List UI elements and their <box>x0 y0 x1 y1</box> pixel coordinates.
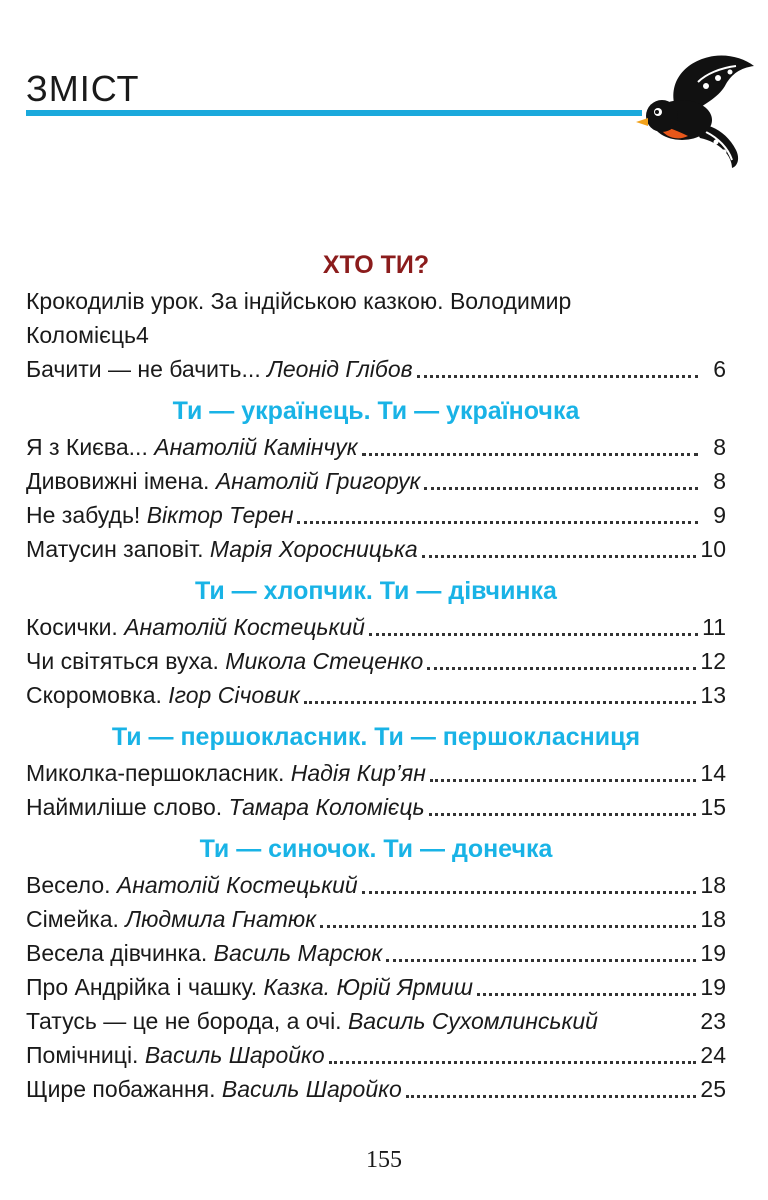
leader-dots <box>406 1095 697 1098</box>
leader-dots <box>362 891 697 894</box>
toc-entry[interactable] <box>26 868 726 902</box>
toc-entry[interactable] <box>26 936 726 970</box>
entry-title: Матусин заповіт. <box>26 536 210 562</box>
entry-author: Коломієць <box>26 322 136 348</box>
title-rule <box>26 110 642 116</box>
entry-page: 19 <box>700 940 726 966</box>
entry-author: Василь Марсюк <box>213 940 383 966</box>
toc-entry[interactable] <box>26 678 726 712</box>
entry-page: 8 <box>713 434 726 460</box>
entry-page: 14 <box>700 760 726 786</box>
entry-page: 12 <box>700 648 726 674</box>
entry-author: Анатолій Костецький <box>116 872 358 898</box>
entry-page: 6 <box>713 356 726 382</box>
entry-title: Про Андрійка і чашку. <box>26 974 264 1000</box>
entry-page: 18 <box>700 906 726 932</box>
toc-entry[interactable] <box>26 464 726 498</box>
leader-dots <box>477 993 696 996</box>
leader-dots <box>362 453 698 456</box>
section-title: Ти — першокласник. Ти — першокласниця <box>111 723 641 751</box>
entry-title: Наймиліше слово. <box>26 794 229 820</box>
toc-entry[interactable] <box>26 284 726 352</box>
section-title: Ти — українець. Ти — україночка <box>172 397 580 425</box>
toc-entry[interactable] <box>26 498 726 532</box>
entry-author: Ігор Січовик <box>168 682 300 708</box>
toc-entry[interactable] <box>26 902 726 936</box>
entry-author-line1: За індійською казкою. Володимир <box>210 288 572 314</box>
entry-title: Косички. <box>26 614 125 640</box>
leader-dots <box>369 633 698 636</box>
leader-dots <box>417 375 698 378</box>
entry-page: 9 <box>713 502 726 528</box>
section-title: Ти — синочок. Ти — донечка <box>199 835 553 863</box>
entry-title: Я з Києва... <box>26 434 155 460</box>
entry-page: 11 <box>702 614 726 640</box>
toc-entry[interactable] <box>26 756 726 790</box>
entry-title: Миколка-першокласник. <box>26 760 291 786</box>
entry-page: 18 <box>700 872 726 898</box>
table-of-contents <box>26 246 726 1106</box>
section-title: ХТО ТИ? <box>322 251 430 279</box>
entry-title: Сімейка. <box>26 906 126 932</box>
entry-title: Весело. <box>26 872 117 898</box>
leader-dots <box>424 487 698 490</box>
section-title: Ти — хлопчик. Ти — дівчинка <box>195 577 557 605</box>
entry-author: Марія Хоросницька <box>209 536 418 562</box>
toc-entry[interactable] <box>26 430 726 464</box>
entry-title: Весела дівчинка. <box>26 940 214 966</box>
toc-entry[interactable] <box>26 790 726 824</box>
leader-dots <box>429 813 697 816</box>
entry-page: 25 <box>700 1076 726 1102</box>
leader-dots <box>320 925 696 928</box>
entry-title: Татусь — це не борода, а очі. <box>26 1008 348 1034</box>
entry-author: Людмила Гнатюк <box>125 906 317 932</box>
entry-author: Микола Стеценко <box>225 648 424 674</box>
entry-page: 15 <box>700 794 726 820</box>
leader-dots <box>297 521 698 524</box>
toc-entry[interactable] <box>26 1072 726 1106</box>
entry-page: 13 <box>700 682 726 708</box>
entry-page: 10 <box>700 536 726 562</box>
page-title: ЗМІСТ <box>26 68 140 109</box>
entry-title: Дивовижні імена. <box>26 468 216 494</box>
leader-dots <box>427 667 696 670</box>
entry-title: Помічниці. <box>26 1042 145 1068</box>
entry-author: Тамара Коломієць <box>228 794 425 820</box>
toc-entry[interactable] <box>26 1038 726 1072</box>
entry-page: 23 <box>700 1008 726 1034</box>
toc-entry[interactable] <box>26 970 726 1004</box>
entry-author: Надія Кир’ян <box>290 760 426 786</box>
entry-author: Анатолій Костецький <box>124 614 365 640</box>
entry-author: Василь Сухомлинський <box>347 1008 598 1034</box>
page-number: 155 <box>366 1147 402 1173</box>
entry-page: 24 <box>700 1042 726 1068</box>
entry-author: Казка. Юрій Ярмиш <box>263 974 473 1000</box>
toc-entry[interactable] <box>26 610 726 644</box>
toc-entry[interactable] <box>26 1004 726 1038</box>
entry-title: Крокодилів урок. <box>26 288 211 314</box>
entry-title: Не забудь! <box>26 502 147 528</box>
swallow-bird-icon <box>636 52 760 170</box>
entry-author: Віктор Терен <box>146 502 294 528</box>
toc-entry[interactable] <box>26 352 726 386</box>
leader-dots <box>304 701 697 704</box>
entry-author: Василь Шаройко <box>221 1076 402 1102</box>
leader-dots <box>329 1061 697 1064</box>
entry-author: Василь Шаройко <box>144 1042 325 1068</box>
toc-entry[interactable] <box>26 644 726 678</box>
entry-author: Леонід Глібов <box>267 356 413 382</box>
entry-title: Скоромовка. <box>26 682 169 708</box>
leader-dots <box>430 779 697 782</box>
entry-author: Анатолій Григорук <box>215 468 421 494</box>
entry-title: Щире побажання. <box>26 1076 222 1102</box>
entry-page: 8 <box>713 468 726 494</box>
leader-dots <box>422 555 697 558</box>
page-header <box>0 0 768 180</box>
leader-dots <box>386 959 696 962</box>
entry-page: 4 <box>135 322 149 348</box>
entry-title: Бачити — не бачить... <box>26 356 268 382</box>
entry-title: Чи світяться вуха. <box>26 648 226 674</box>
toc-entry[interactable] <box>26 532 726 566</box>
entry-page: 19 <box>700 974 726 1000</box>
entry-author: Анатолій Камінчук <box>154 434 358 460</box>
